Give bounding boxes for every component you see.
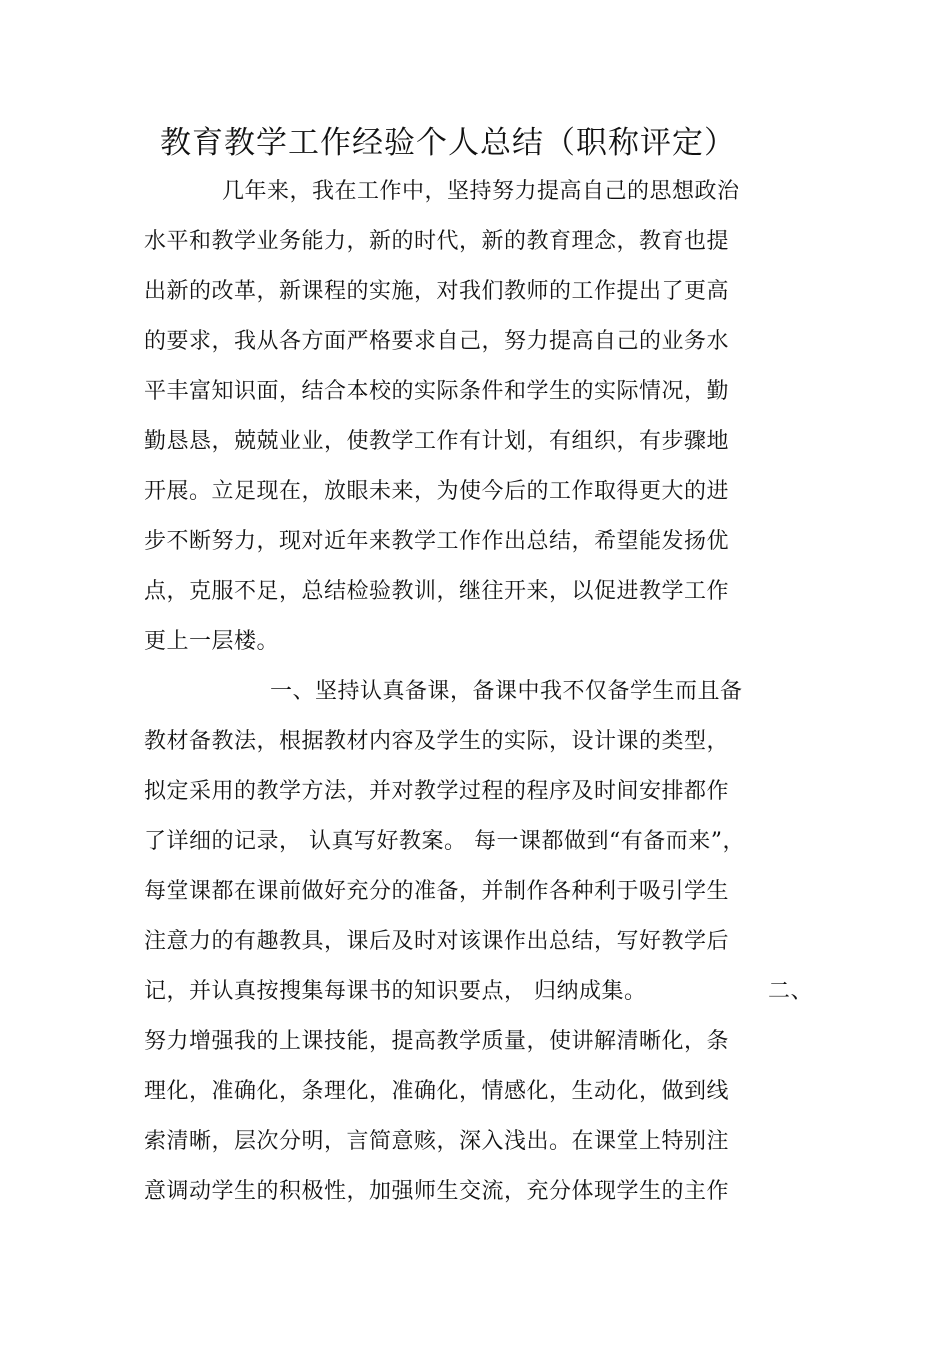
paragraph-line: 记，并认真按搜集每课书的知识要点， 归纳成集。 bbox=[144, 979, 647, 1004]
paragraph-line: 了详细的记录， 认真写好教案。 每一课都做到“有备而来”， bbox=[144, 829, 745, 854]
paragraph-line: 理化，准确化，条理化，准确化，情感化，生动化，做到线 bbox=[144, 1079, 730, 1104]
paragraph-line: 勤恳恳，兢兢业业，使教学工作有计划，有组织，有步骤地 bbox=[144, 429, 730, 454]
paragraph-line: 开展。立足现在，放眼未来，为使今后的工作取得更大的进 bbox=[144, 479, 730, 504]
paragraph-line: 更上一层楼。 bbox=[144, 629, 280, 654]
paragraph-line: 拟定采用的教学方法，并对教学过程的程序及时间安排都作 bbox=[144, 779, 730, 804]
paragraph-line: 索清晰，层次分明，言简意赅，深入浅出。在课堂上特别注 bbox=[144, 1129, 730, 1154]
paragraph-line: 每堂课都在课前做好充分的准备，并制作各种利于吸引学生 bbox=[144, 879, 730, 904]
section-heading-line: 一、坚持认真备课，备课中我不仅备学生而且备 bbox=[270, 679, 743, 704]
paragraph-line: 平丰富知识面，结合本校的实际条件和学生的实际情况，勤 bbox=[144, 379, 730, 404]
paragraph-line: 注意力的有趣教具，课后及时对该课作出总结，写好教学后 bbox=[144, 929, 730, 954]
paragraph-line: 意调动学生的积极性，加强师生交流，充分体现学生的主作 bbox=[144, 1179, 730, 1204]
paragraph-line: 教材备教法，根据教材内容及学生的实际，设计课的类型， bbox=[144, 729, 730, 754]
paragraph-line: 努力增强我的上课技能，提高教学质量，使讲解清晰化，条 bbox=[144, 1029, 730, 1054]
paragraph-line: 水平和教学业务能力，新的时代，新的教育理念，教育也提 bbox=[144, 229, 730, 254]
paragraph-line: 点，克服不足，总结检验教训，继往开来，以促进教学工作 bbox=[144, 579, 730, 604]
document-title: 教育教学工作经验个人总结（职称评定） bbox=[160, 125, 736, 161]
paragraph-line: 的要求，我从各方面严格要求自己，努力提高自己的业务水 bbox=[144, 329, 730, 354]
section-number: 二、 bbox=[768, 979, 814, 1004]
paragraph-line: 出新的改革，新课程的实施，对我们教师的工作提出了更高 bbox=[144, 279, 730, 304]
paragraph-line: 几年来，我在工作中，坚持努力提高自己的思想政治 bbox=[222, 179, 740, 204]
paragraph-line: 步不断努力，现对近年来教学工作作出总结，希望能发扬优 bbox=[144, 529, 730, 554]
